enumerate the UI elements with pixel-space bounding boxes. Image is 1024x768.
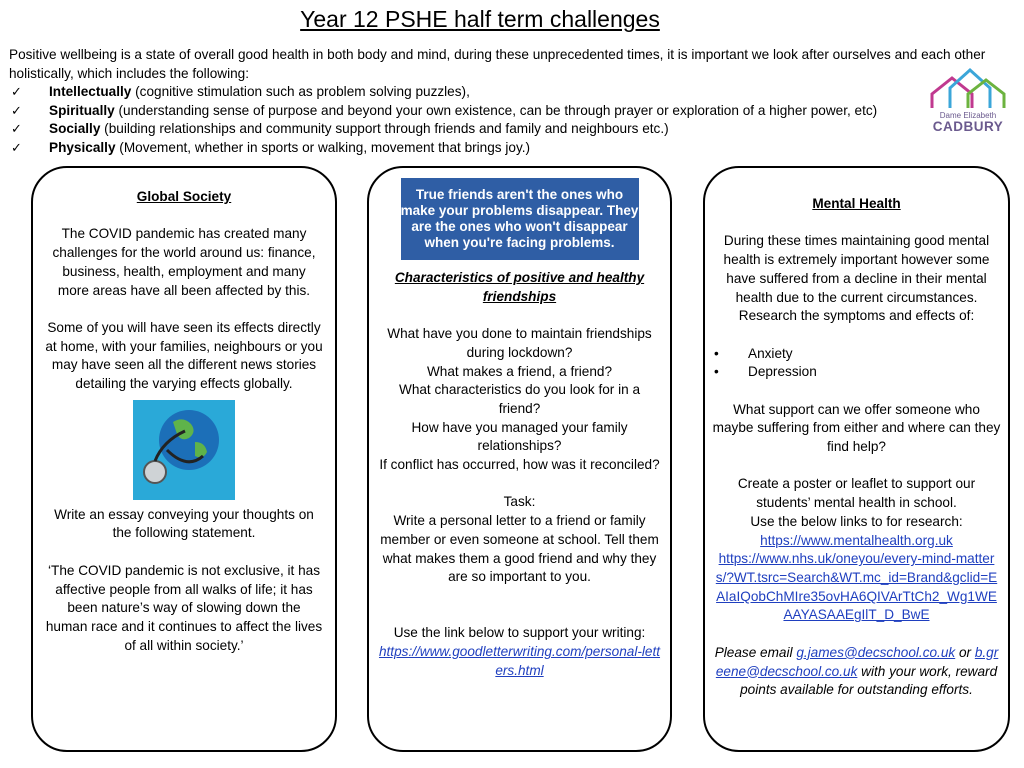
checklist-item [9, 139, 939, 158]
task-label: Task: [503, 494, 536, 510]
global-paragraph-3: Write an essay conveying your thoughts on the following statement. [54, 506, 314, 541]
email-mid-text: or [955, 644, 975, 660]
check-icon: ✓ [11, 121, 22, 136]
mental-paragraph-5: Use the below links to for research: [750, 513, 963, 529]
globe-stethoscope-image [133, 400, 235, 500]
logo-line2: CADBURY [932, 119, 1004, 134]
task-text: Write a personal letter to a friend or family member or even someone at school. Tell them what makes them a good friend and why they are so important to you. [380, 513, 659, 585]
global-society-panel [31, 166, 337, 752]
friends-question-1: What have you done to maintain friendships during lockdown? [387, 326, 652, 360]
email-post-text: with your work, reward points available for outstanding efforts. [740, 663, 998, 698]
mental-paragraph-1: During these times maintaining good mental health is extremely important however some have suffered from a decline in their mental health due to the current circumstances. [723, 233, 990, 305]
list-item [714, 363, 1001, 382]
friends-heading: Characteristics of positive and healthy friendships [394, 270, 645, 304]
page-title-text: Year 12 PSHE half term challenges [300, 6, 660, 32]
friends-question-4: How have you managed your family relationships? [411, 419, 628, 454]
checklist-item [9, 83, 939, 102]
mental-paragraph-4: Create a poster or leaflet to support our students’ mental health in school. [737, 476, 976, 511]
checklist-item-bold: Intellectually [49, 84, 132, 99]
check-icon: ✓ [11, 84, 22, 99]
mental-paragraph-3: What support can we offer someone who maybe suffering from either and where can they find help? [712, 401, 1001, 455]
nhs-link[interactable]: https://www.nhs.uk/oneyou/every-mind-matters/?WT.tsrc=Search&WT.mc_id=Brand&gclid=EAIaIQobChMIre35ovHA6QIVArTtCh2_Wg1WEAAYASAAEgIlT_D_BwE [715, 551, 998, 623]
global-paragraph-2: Some of you will have seen its effects directly at home, with your families, neighbours or you may have seen all the different news stories detailing the varying effects globally. [45, 319, 323, 391]
school-logo-text [928, 111, 1008, 134]
email-link-james[interactable]: g.james@decschool.co.uk [796, 644, 956, 660]
checklist-item-bold: Socially [49, 121, 101, 136]
global-quote: ‘The COVID pandemic is not exclusive, it has affective people from all walks of life; it has been nature’s way of slowing down the human race and it continues to affect the lives of all within society.’ [45, 562, 323, 653]
friendships-panel [367, 166, 672, 752]
bullet-icon: • [714, 364, 719, 380]
email-link-greene[interactable]: b.greene@decschool.co.uk [715, 644, 999, 679]
link-intro: Use the link below to support your writing: [393, 625, 646, 641]
bullet-icon: • [714, 345, 719, 361]
list-item [714, 345, 1001, 364]
email-pre-text: Please email [714, 644, 797, 660]
checklist-item-bold: Physically [49, 139, 116, 155]
mental-health-panel [703, 166, 1010, 752]
intro-text: Positive wellbeing is a state of overall good health in both body and mind, during these unprecedented times, it is important we look after ourselves and each other holistically, which includes the following: [9, 47, 986, 81]
letter-writing-link[interactable]: https://www.goodletterwriting.com/personal-letters.html [378, 644, 661, 678]
friends-question-3: What characteristics do you look for in a friend? [398, 382, 641, 416]
checklist-item-bold: Spiritually [49, 102, 115, 118]
checklist-item-text: (building relationships and community support through friends and family and neighbours etc.) [100, 121, 669, 136]
friends-question-5: If conflict has occurred, how was it reconciled? [379, 457, 660, 473]
checklist-item [9, 120, 939, 139]
mental-paragraph-2: Research the symptoms and effects of: [738, 308, 975, 324]
checklist-item-text: (understanding sense of purpose and beyond your own existence, can be through prayer or exploration of a higher power, etc) [114, 102, 878, 118]
wellbeing-checklist [9, 83, 939, 157]
check-icon: ✓ [11, 102, 22, 118]
checklist-item-text: (cognitive stimulation such as problem solving puzzles), [131, 84, 470, 99]
list-item-text: Anxiety [748, 345, 793, 361]
list-item-text: Depression [748, 364, 817, 380]
checklist-item [9, 102, 939, 121]
friends-question-2: What makes a friend, a friend? [426, 363, 613, 379]
global-paragraph-1: The COVID pandemic has created many challenges for the world around us: finance, business, health, employment and many more areas have all been affected by this. [52, 226, 316, 298]
page-title [0, 6, 960, 33]
global-heading: Global Society [136, 189, 232, 204]
mental-bullet-list [712, 345, 1001, 382]
checklist-item-text: (Movement, whether in sports or walking, movement that brings joy.) [115, 139, 531, 155]
friends-quote-image: True friends aren't the ones who make your problems disappear. They are the ones who won't disappear when you're facing problems. [401, 178, 639, 260]
mentalhealth-link[interactable]: https://www.mentalhealth.org.uk [760, 532, 953, 548]
check-icon: ✓ [11, 139, 22, 155]
mental-heading: Mental Health [812, 196, 901, 211]
logo-line1: Dame Elizabeth [939, 111, 997, 120]
email-paragraph [712, 644, 1001, 700]
